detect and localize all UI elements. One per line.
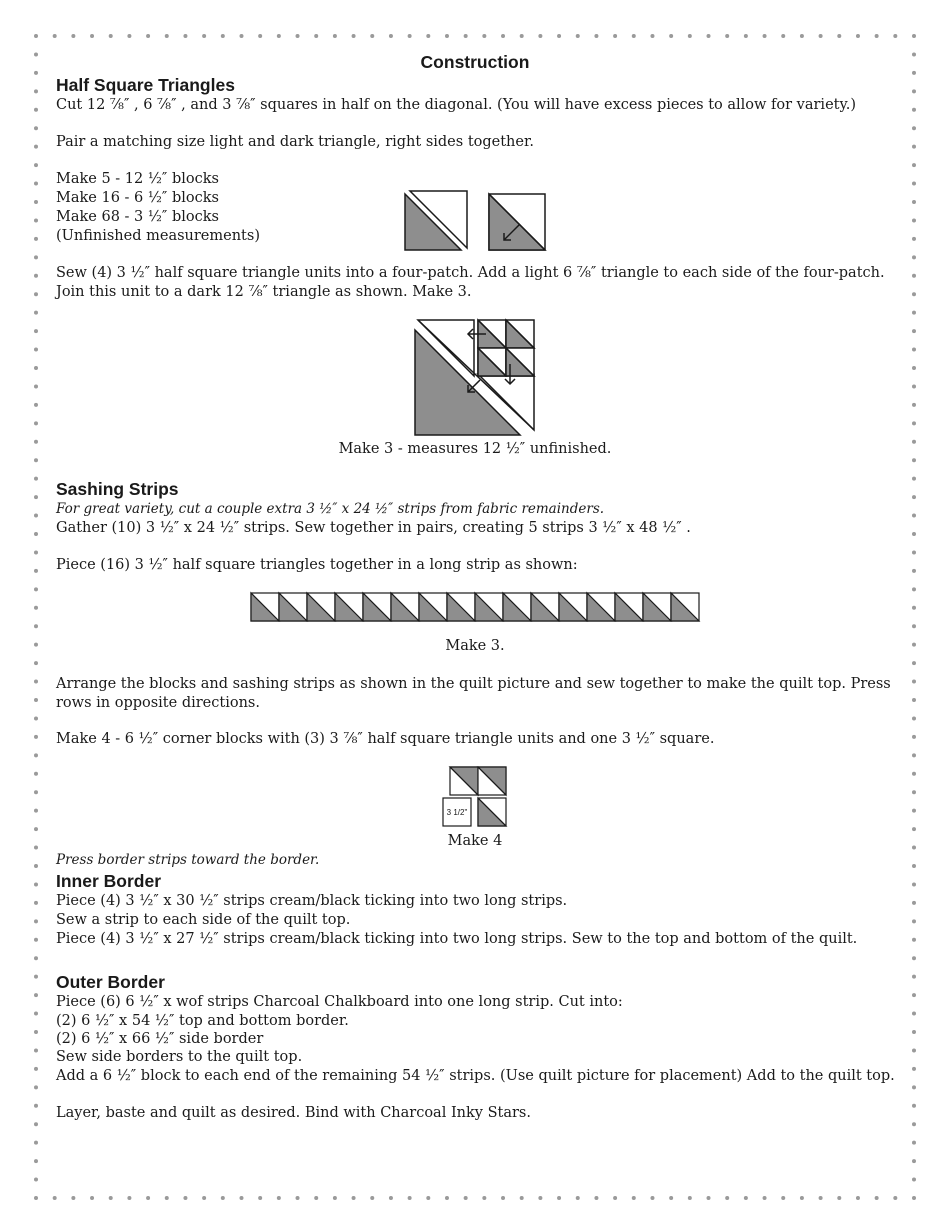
border-dot [314,34,318,38]
border-dot [819,34,823,38]
border-dot [912,1196,916,1200]
border-dot [912,809,916,813]
border-dot [744,34,748,38]
border-dot [146,1196,150,1200]
border-dot [183,1196,187,1200]
border-dot [34,938,38,942]
border-dot [258,34,262,38]
border-dot [352,34,356,38]
press-note: Press border strips toward the border. [56,852,320,868]
border-dot [912,1067,916,1071]
gather-instructions: Gather (10) 3 ½″ x 24 ½″ strips. Sew together in pairs, creating 5 strips 3 ½″ x 48 ½″ . [56,520,691,536]
border-dot [912,956,916,960]
page-title: Construction [420,52,530,72]
border-dot [202,34,206,38]
border-dot [34,126,38,130]
strip-hst-unit [279,593,307,621]
arrange-instructions: Arrange the blocks and sashing strips as shown in the quilt picture and sew together to make the quilt top. Press rows in opposite directions. [56,676,891,711]
border-dot [538,34,542,38]
border-dot [183,34,187,38]
border-dot [34,200,38,204]
border-dot [202,1196,206,1200]
border-dot [34,255,38,259]
border-dot [819,1196,823,1200]
border-dot [34,108,38,112]
border-dot [34,1178,38,1182]
strip-hst-unit [251,593,279,621]
border-dot [34,1048,38,1052]
border-dot [707,1196,711,1200]
inner-border-line-2: Sew a strip to each side of the quilt top. [56,912,351,928]
border-dot [912,532,916,536]
border-dot [34,809,38,813]
border-dot [239,34,243,38]
corner-instructions: Make 4 - 6 ½″ corner blocks with (3) 3 ⅞″ half square triangle units and one 3 ½″ square. [56,731,715,747]
border-dot [501,1196,505,1200]
border-dot [71,34,75,38]
border-dot [445,1196,449,1200]
border-dot [464,34,468,38]
border-dot [34,1141,38,1145]
border-dot [912,864,916,868]
border-dot [912,163,916,167]
hst-pairing-diagram [400,186,550,256]
block-caption: Make 3 - measures 12 ½″ unfinished. [338,441,612,457]
border-dot [632,34,636,38]
border-dot [912,790,916,794]
border-dot [34,311,38,315]
border-dot [34,1104,38,1108]
piece-instructions: Piece (16) 3 ½″ half square triangles together in a long strip as shown: [56,557,578,573]
border-dot [34,366,38,370]
strip-hst-unit [307,593,335,621]
border-dot [127,1196,131,1200]
border-dot [34,661,38,665]
cut-instructions: Cut 12 ⅞″ , 6 ⅞″ , and 3 ⅞″ squares in half on the diagonal. (You will have excess pieces to allow for variety.) [56,97,857,113]
border-dot [912,624,916,628]
border-dot [557,34,561,38]
border-dot [34,1159,38,1163]
border-dot [669,1196,673,1200]
outer-border-line-3: (2) 6 ½″ x 66 ½″ side border [56,1031,264,1047]
outer-border-line-5: Add a 6 ½″ block to each end of the remaining 54 ½″ strips. (Use quilt picture for placement) Add to the quilt top. [56,1068,895,1084]
border-dot [912,1012,916,1016]
border-dot [34,145,38,149]
strip-hst-unit [503,593,531,621]
border-dot [520,34,524,38]
border-dot [781,34,785,38]
border-dot [912,827,916,831]
border-dot [912,919,916,923]
border-dot [34,864,38,868]
border-dot [800,1196,804,1200]
border-dot [837,1196,841,1200]
border-dot [594,1196,598,1200]
border-dot [912,145,916,149]
border-dot [688,1196,692,1200]
border-dot [34,34,38,38]
strip-hst-unit [447,593,475,621]
corner-caption: Make 4 [447,833,503,849]
border-dot [34,790,38,794]
strip-hst-unit [643,593,671,621]
border-dot [408,34,412,38]
border-dot [53,34,57,38]
border-dot [912,311,916,315]
border-dot [576,1196,580,1200]
border-dot [389,34,393,38]
strip-hst-unit [587,593,615,621]
border-dot [258,1196,262,1200]
heading-inner-border: Inner Border [56,871,162,891]
border-dot [763,1196,767,1200]
border-dot [707,34,711,38]
border-dot [912,292,916,296]
border-dot [34,975,38,979]
border-dot [912,1122,916,1126]
border-dot [912,882,916,886]
border-dot [912,495,916,499]
border-dot [912,1141,916,1145]
border-dot [912,735,916,739]
border-dot [800,34,804,38]
border-dot [912,182,916,186]
heading-outer-border: Outer Border [56,972,165,992]
make-line-1: Make 5 - 12 ½″ blocks [56,171,219,187]
border-dot [912,477,916,481]
border-dot [856,1196,860,1200]
border-dot [912,274,916,278]
border-dot [34,680,38,684]
border-dot [856,34,860,38]
border-dot [34,956,38,960]
border-dot [296,34,300,38]
sashing-strip-diagram [250,592,700,622]
border-dot [34,477,38,481]
border-dot [370,1196,374,1200]
border-dot [557,1196,561,1200]
border-dot [34,735,38,739]
border-dot [912,403,916,407]
outer-border-line-1: Piece (6) 6 ½″ x wof strips Charcoal Chalkboard into one long strip. Cut into: [56,994,623,1010]
border-dot [912,1085,916,1089]
border-dot [464,1196,468,1200]
border-dot [34,1067,38,1071]
border-dot [594,34,598,38]
border-dot [912,753,916,757]
strip-hst-unit [363,593,391,621]
border-dot [109,34,113,38]
border-dot [34,182,38,186]
border-dot [34,569,38,573]
border-dot [34,550,38,554]
border-dot [370,34,374,38]
border-dot [34,827,38,831]
border-dot [389,1196,393,1200]
border-dot [912,975,916,979]
border-dot [34,384,38,388]
border-dot [912,237,916,241]
border-dot [34,495,38,499]
border-dot [576,34,580,38]
border-dot [875,1196,879,1200]
border-dot [53,1196,57,1200]
border-dot [90,34,94,38]
border-dot [34,1030,38,1034]
border-dot [239,1196,243,1200]
border-dot [34,329,38,333]
sew-instructions: Sew (4) 3 ½″ half square triangle units into a four-patch. Add a light 6 ⅞″ triangle to each side of the four-patch. Join this unit to a dark 12 ⅞″ triangle as shown. Make 3. [56,265,885,300]
border-dot [221,1196,225,1200]
border-dot [34,698,38,702]
border-dot [912,606,916,610]
inner-border-line-1: Piece (4) 3 ½″ x 30 ½″ strips cream/black ticking into two long strips. [56,893,568,909]
border-dot [333,34,337,38]
border-dot [34,218,38,222]
border-dot [912,108,916,112]
border-dot [912,993,916,997]
border-dot [912,458,916,462]
strip-hst-unit [671,593,699,621]
border-dot [912,1178,916,1182]
border-dot [34,882,38,886]
border-dot [34,587,38,591]
border-dot [408,1196,412,1200]
border-dot [912,772,916,776]
border-dot [34,403,38,407]
border-dot [613,1196,617,1200]
border-dot [875,34,879,38]
border-dot [912,1104,916,1108]
outer-border-line-2: (2) 6 ½″ x 54 ½″ top and bottom border. [56,1013,349,1029]
border-dot [34,901,38,905]
border-dot [426,1196,430,1200]
border-dot [912,126,916,130]
border-dot [912,680,916,684]
border-dot [912,1048,916,1052]
border-dot [34,348,38,352]
border-dot [763,34,767,38]
border-dot [445,34,449,38]
border-dot [127,34,131,38]
border-dot [34,993,38,997]
border-dot [725,34,729,38]
heading-half-square-triangles: Half Square Triangles [56,75,235,95]
border-dot [296,1196,300,1200]
border-dot [34,421,38,425]
strip-hst-unit [419,593,447,621]
border-dot [333,1196,337,1200]
border-dot [650,34,654,38]
border-dot [34,753,38,757]
strip-hst-unit [391,593,419,621]
border-dot [34,514,38,518]
border-dot [34,1122,38,1126]
four-patch [478,320,534,376]
border-dot [221,34,225,38]
border-dot [912,1159,916,1163]
make-line-4: (Unfinished measurements) [56,228,260,244]
border-dot [613,34,617,38]
border-dot [912,1030,916,1034]
border-dot [669,34,673,38]
border-dot [893,34,897,38]
border-dot [912,89,916,93]
border-dot [725,1196,729,1200]
strip-hst-unit [531,593,559,621]
border-dot [912,901,916,905]
border-dot [426,34,430,38]
border-dot [352,1196,356,1200]
border-dot [146,34,150,38]
border-dot [912,661,916,665]
border-dot [34,624,38,628]
border-dot [912,514,916,518]
border-dot [34,1012,38,1016]
border-dot [912,348,916,352]
border-dot [688,34,692,38]
border-dot [650,1196,654,1200]
strip-caption: Make 3. [445,638,505,654]
border-dot [912,329,916,333]
heading-sashing-strips: Sashing Strips [56,479,179,499]
border-dot [632,1196,636,1200]
border-dot [893,1196,897,1200]
border-dot [482,34,486,38]
inner-border-line-3: Piece (4) 3 ½″ x 27 ½″ strips cream/black ticking into two long strips. Sew to the top and bottom of the quilt. [56,931,858,947]
strip-hst-unit [335,593,363,621]
square-size-label: 3 1/2" [446,808,468,817]
border-dot [34,89,38,93]
border-dot [34,292,38,296]
border-dot [912,587,916,591]
border-dot [34,919,38,923]
border-dot [34,716,38,720]
final-instructions: Layer, baste and quilt as desired. Bind with Charcoal Inky Stars. [56,1105,531,1121]
border-dot [912,384,916,388]
border-dot [34,532,38,536]
border-dot [538,1196,542,1200]
border-dot [912,366,916,370]
border-dot [34,772,38,776]
border-dot [277,1196,281,1200]
pair-instructions: Pair a matching size light and dark triangle, right sides together. [56,134,534,150]
border-dot [34,274,38,278]
border-dot [912,550,916,554]
border-dot [34,1085,38,1089]
border-dot [912,218,916,222]
border-dot [912,200,916,204]
border-dot [912,34,916,38]
border-dot [912,569,916,573]
border-dot [744,1196,748,1200]
strip-hst-unit [559,593,587,621]
sashing-note: For great variety, cut a couple extra 3 ½″ x 24 ½″ strips from fabric remainders. [56,501,605,517]
border-dot [34,1196,38,1200]
border-dot [90,1196,94,1200]
border-dot [912,255,916,259]
border-dot [482,1196,486,1200]
block-assembly-diagram [412,316,542,441]
border-dot [34,237,38,241]
border-dot [34,606,38,610]
border-dot [912,421,916,425]
strip-hst-unit [475,593,503,621]
border-dot [277,34,281,38]
outer-border-line-4: Sew side borders to the quilt top. [56,1049,303,1065]
border-dot [109,1196,113,1200]
border-dot [71,1196,75,1200]
border-dot [912,716,916,720]
border-dot [501,34,505,38]
border-dot [781,1196,785,1200]
make-line-2: Make 16 - 6 ½″ blocks [56,190,219,206]
border-dot [314,1196,318,1200]
border-dot [837,34,841,38]
strip-hst-unit [615,593,643,621]
border-dot [34,163,38,167]
border-dot [520,1196,524,1200]
border-dot [912,698,916,702]
border-dot [165,34,169,38]
border-dot [165,1196,169,1200]
border-dot [912,938,916,942]
corner-block-diagram [440,764,520,834]
border-dot [34,458,38,462]
make-line-3: Make 68 - 3 ½″ blocks [56,209,219,225]
